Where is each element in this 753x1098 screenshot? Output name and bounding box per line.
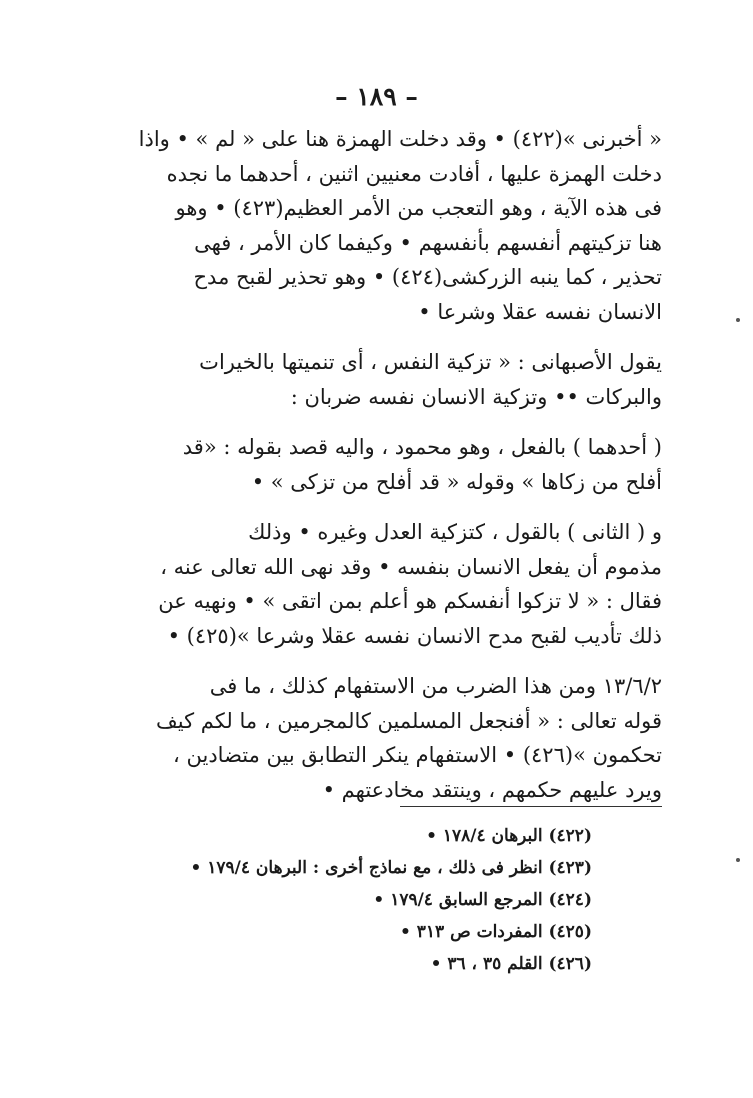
text-line: قوله تعالى : « أفنجعل المسلمين كالمجرمين ، ما لكم كيف [156, 708, 662, 733]
text-line: فقال : « لا تزكوا أنفسكم هو أعلم بمن اتقى » • ونهيه عن [158, 589, 662, 613]
footnote-separator [400, 806, 662, 807]
text-line: الانسان نفسه عقلا وشرعا • [418, 299, 662, 324]
text-line: ويرد عليهم حكمهم ، وينتقد مخادعتهم • [322, 777, 662, 802]
text-line: تحكمون »(٤٢٦) • الاستفهام ينكر التطابق بين متضادين ، [173, 743, 662, 767]
text-line: تحذير ، كما ينبه الزركشى(٤٢٤) • وهو تحذير لقبح مدح [193, 265, 662, 289]
text-line: فى هذه الآية ، وهو التعجب من الأمر العظيم(٤٢٣) • وهو [175, 196, 662, 220]
footnotes [140, 820, 592, 980]
footnote: (٤٢٢) البرهان ١٧٨/٤ • [426, 826, 592, 846]
text-line: ١٣/٦/٢ ومن هذا الضرب من الاستفهام كذلك ، ما فى [209, 674, 662, 698]
footnote: (٤٢٥) المفردات ص ٣١٣ • [399, 922, 592, 942]
footnote: (٤٢٤) المرجع السابق ١٧٩/٤ • [373, 890, 592, 910]
text-line: مذموم أن يفعل الانسان بنفسه • وقد نهى الله تعالى عنه ، [160, 554, 662, 579]
paragraph [100, 669, 662, 807]
footnote: (٤٢٦) القلم ٣٥ ، ٣٦ • [430, 954, 592, 974]
text-line: دخلت الهمزة عليها ، أفادت معنيين اثنين ، أحدهما ما نجده [166, 161, 662, 186]
footnote: (٤٢٣) انظر فى ذلك ، مع نماذج أخرى : البرهان ١٧٩/٤ • [190, 858, 592, 878]
text-line: أفلح من زكاها » وقوله « قد أفلح من تزكى » • [251, 469, 662, 494]
text-line: ( أحدهما ) بالفعل ، وهو محمود ، واليه قصد بقوله : «قد [182, 435, 662, 459]
page-number: – ١٨٩ – [335, 82, 418, 111]
margin-dot-icon [736, 858, 740, 862]
text-line: و ( الثانى ) بالقول ، كتزكية العدل وغيره • وذلك [248, 520, 662, 544]
text-line: « أخبرنى »(٤٢٢) • وقد دخلت الهمزة هنا على « لم » • واذا [138, 127, 662, 151]
text-line: هنا تزكيتهم أنفسهم بأنفسهم • وكيفما كان الأمر ، فهى [194, 230, 662, 255]
text-line: يقول الأصبهانى : « تزكية النفس ، أى تنميتها بالخيرات [199, 350, 662, 374]
body-text [100, 122, 662, 823]
text-line: ذلك تأديب لقبح مدح الانسان نفسه عقلا وشرعا »(٤٢٥) • [167, 623, 662, 648]
paragraph [100, 430, 662, 499]
text-line: والبركات •• وتزكية الانسان نفسه ضربان : [290, 384, 662, 409]
margin-dot-icon [736, 318, 740, 322]
paragraph [100, 515, 662, 653]
paragraph [100, 345, 662, 414]
paragraph [100, 122, 662, 329]
